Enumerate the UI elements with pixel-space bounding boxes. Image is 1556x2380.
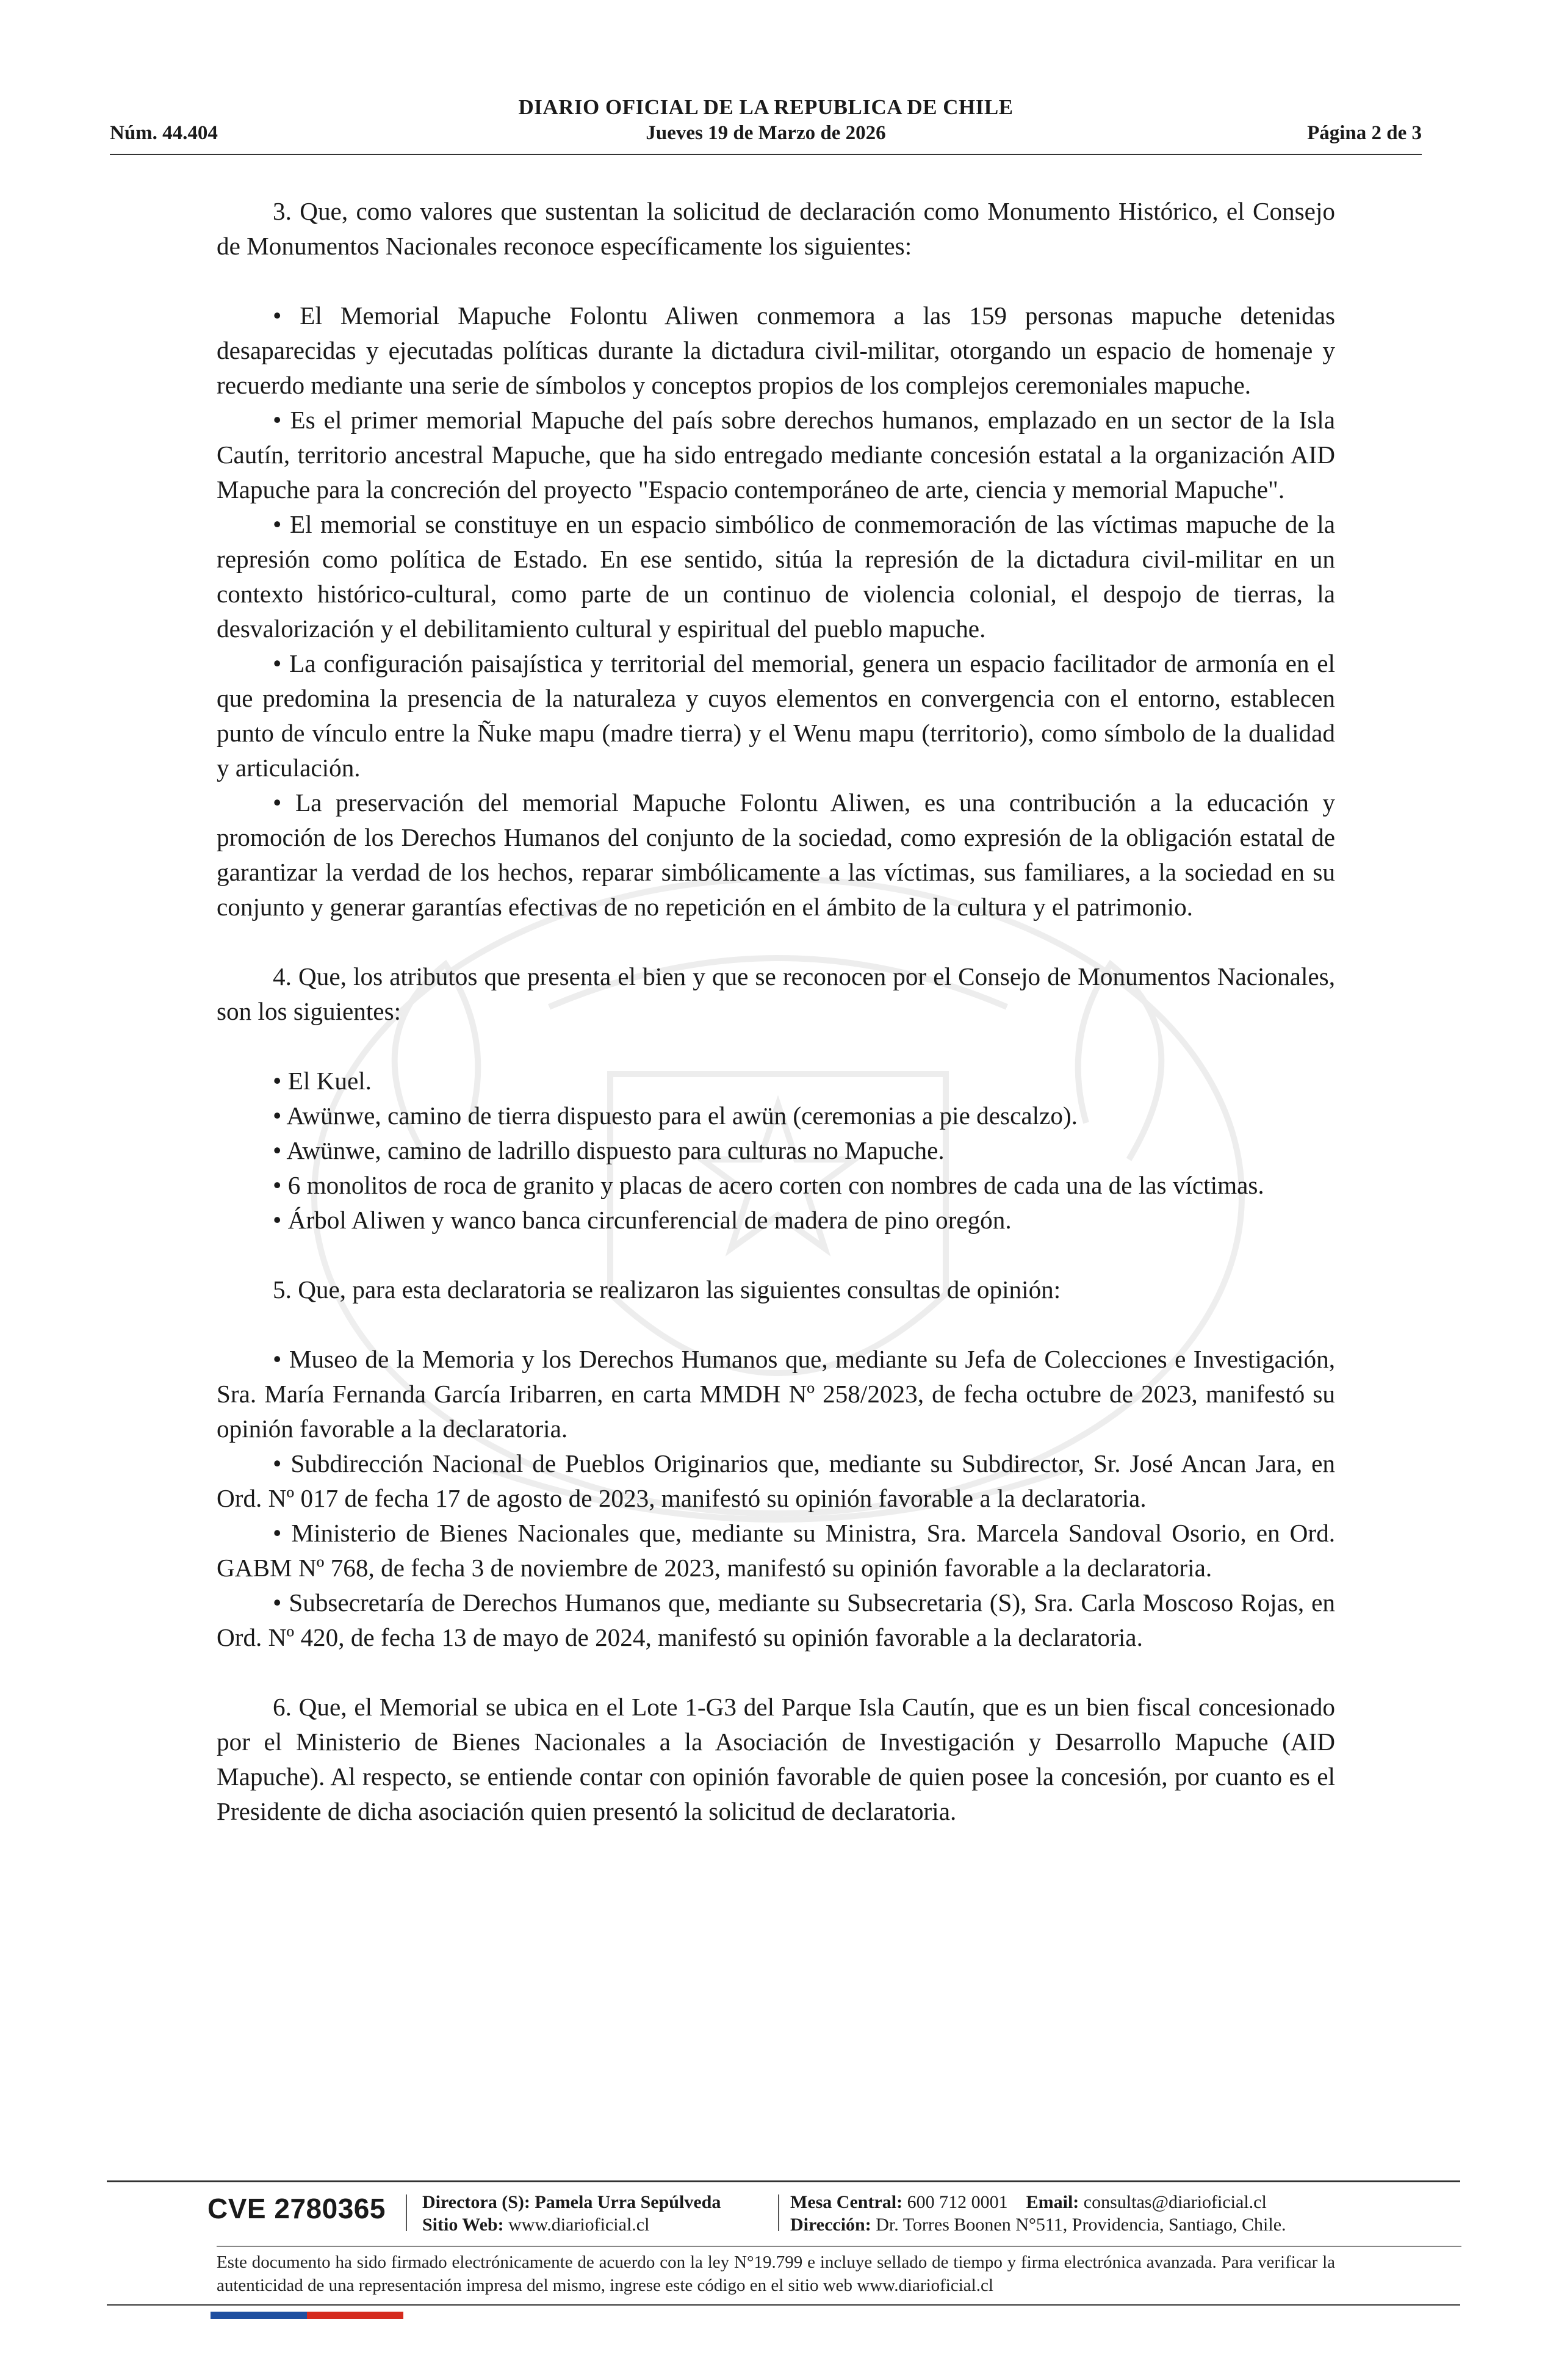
phone-label: Mesa Central: — [790, 2192, 903, 2212]
email-label: Email: — [1026, 2192, 1079, 2212]
spacer — [217, 1238, 1335, 1272]
paragraph-5-intro: 5. Que, para esta declaratoria se realizaron las siguientes consultas de opinión: — [273, 1275, 1061, 1304]
flag-red-segment — [307, 2312, 403, 2319]
footer-bottom-divider — [107, 2304, 1460, 2306]
list-item: • El Kuel. — [273, 1067, 372, 1095]
issue-date: Jueves 19 de Marzo de 2026 — [646, 122, 886, 144]
address-value: Dr. Torres Boonen N°511, Providencia, Santiago, Chile. — [876, 2215, 1286, 2235]
spacer — [217, 1307, 1335, 1342]
list-item: • La preservación del memorial Mapuche Folontu Aliwen, es una contribución a la educación y promoción de los Derechos Humanos del conjunto de la sociedad, como expresión de la obligación estatal de garantizar la verdad de los hechos, reparar simbólicamente a las víctimas, sus familiares, a la sociedad en su conjunto y generar garantías efectivas de no repetición en el ámbito de la cultura y el patrimonio. — [217, 788, 1335, 921]
flag-stripe — [211, 2312, 403, 2319]
paragraph-3-intro: 3. Que, como valores que sustentan la solicitud de declaración como Monumento Histórico, el Consejo de Monumentos Nacionales reconoce específicamente los siguientes: — [217, 197, 1335, 260]
signature-notice: Este documento ha sido firmado electrónicamente de acuerdo con la ley N°19.799 e incluye sellado de tiempo y firma electrónica avanzada. Para verificar la autenticidad de una representación impresa del mismo, ingrese este código en el sitio web www.diarioficial.cl — [217, 2252, 1335, 2295]
list-item: • La configuración paisajística y territorial del memorial, genera un espacio facilitador de armonía en el que predomina la presencia de la naturaleza y cuyos elementos en convergencia con el entorno, establecen punto de vínculo entre la Ñuke mapu (madre tierra) y el Wenu mapu (territorio), como símbolo de la dualidad y articulación. — [217, 649, 1335, 782]
list-item: • Awünwe, camino de tierra dispuesto para el awün (ceremonias a pie descalzo). — [273, 1102, 1078, 1130]
list-item: • Awünwe, camino de ladrillo dispuesto para culturas no Mapuche. — [273, 1136, 945, 1164]
list-item: • El Memorial Mapuche Folontu Aliwen conmemora a las 159 personas mapuche detenidas desaparecidas y ejecutadas políticas durante la dictadura civil-militar, otorgando un espacio de homenaje y recuerdo mediante una serie de símbolos y conceptos propios de los complejos ceremoniales mapuche. — [217, 301, 1335, 399]
paragraph-6: 6. Que, el Memorial se ubica en el Lote 1-G3 del Parque Isla Cautín, que es un bien fiscal concesionado por el Ministerio de Bienes Nacionales a la Asociación de Investigación y Desarrollo Mapuche (AID Mapuche). Al respecto, se entiende contar con opinión favorable de quien posee la concesión, por cuanto es el Presidente de dicha asociación quien presentó la solicitud de declaratoria. — [217, 1693, 1335, 1825]
list-item: • 6 monolitos de roca de granito y placas de acero corten con nombres de cada una de las víctimas. — [273, 1171, 1264, 1199]
email-link[interactable]: consultas@diarioficial.cl — [1083, 2192, 1267, 2212]
flag-blue-segment — [211, 2312, 307, 2319]
footer-contact-left — [422, 2191, 721, 2236]
list-item: • Museo de la Memoria y los Derechos Humanos que, mediante su Jefa de Colecciones e Investigación, Sra. María Fernanda García Iribarren, en carta MMDH Nº 258/2023, de fecha octubre de 2023, manifestó su opinión favorable a la declaratoria. — [217, 1345, 1335, 1443]
director-label: Directora (S): Pamela Urra Sepúlveda — [422, 2192, 721, 2212]
page-footer — [107, 2191, 1460, 2234]
footer-divider — [107, 2180, 1460, 2182]
site-label: Sitio Web: — [422, 2215, 504, 2235]
issue-number: Núm. 44.404 — [110, 122, 218, 144]
address-label: Dirección: — [790, 2215, 871, 2235]
list-item: • El memorial se constituye en un espacio simbólico de conmemoración de las víctimas mapuche de la represión como política de Estado. En ese sentido, sitúa la represión de la dictadura civil-militar en un contexto histórico-cultural, como parte de un continuo de violencia colonial, el despojo de tierras, la desvalorización y el debilitamiento cultural y espiritual del pueblo mapuche. — [217, 510, 1335, 643]
list-item: • Árbol Aliwen y wanco banca circunferencial de madera de pino oregón. — [273, 1206, 1012, 1234]
phone-value: 600 712 0001 — [907, 2192, 1008, 2212]
spacer — [217, 1029, 1335, 1064]
spacer — [217, 264, 1335, 298]
page-indicator: Página 2 de 3 — [1307, 122, 1422, 144]
cve-code: CVE 2780365 — [207, 2193, 386, 2224]
footer-contact-right — [790, 2191, 1286, 2236]
footer-thin-divider — [217, 2246, 1461, 2247]
site-link[interactable]: www.diarioficial.cl — [508, 2215, 650, 2235]
footer-separator — [406, 2194, 407, 2231]
list-item: • Subsecretaría de Derechos Humanos que, mediante su Subsecretaria (S), Sra. Carla Moscoso Rojas, en Ord. Nº 420, de fecha 13 de mayo de 2024, manifestó su opinión favorable a la declaratoria. — [217, 1588, 1335, 1651]
newspaper-title: DIARIO OFICIAL DE LA REPUBLICA DE CHILE — [518, 95, 1014, 119]
spacer — [217, 925, 1335, 959]
footer-separator — [778, 2194, 779, 2231]
list-item: • Es el primer memorial Mapuche del país sobre derechos humanos, emplazado en un sector de la Isla Cautín, territorio ancestral Mapuche, que ha sido entregado mediante concesión estatal a la organización AID Mapuche para la concreción del proyecto "Espacio contemporáneo de arte, ciencia y memorial Mapuche". — [217, 406, 1335, 503]
list-item: • Ministerio de Bienes Nacionales que, mediante su Ministra, Sra. Marcela Sandoval Osorio, en Ord. GABM Nº 768, de fecha 3 de noviembre de 2023, manifestó su opinión favorable a la declaratoria. — [217, 1519, 1335, 1582]
paragraph-4-intro: 4. Que, los atributos que presenta el bien y que se reconocen por el Consejo de Monumentos Nacionales, son los siguientes: — [217, 962, 1335, 1025]
spacer — [217, 1655, 1335, 1690]
document-body — [217, 194, 1335, 1829]
header-divider — [110, 154, 1422, 155]
list-item: • Subdirección Nacional de Pueblos Originarios que, mediante su Subdirector, Sr. José Ancan Jara, en Ord. Nº 017 de fecha 17 de agosto de 2023, manifestó su opinión favorable a la declaratoria. — [217, 1449, 1335, 1512]
